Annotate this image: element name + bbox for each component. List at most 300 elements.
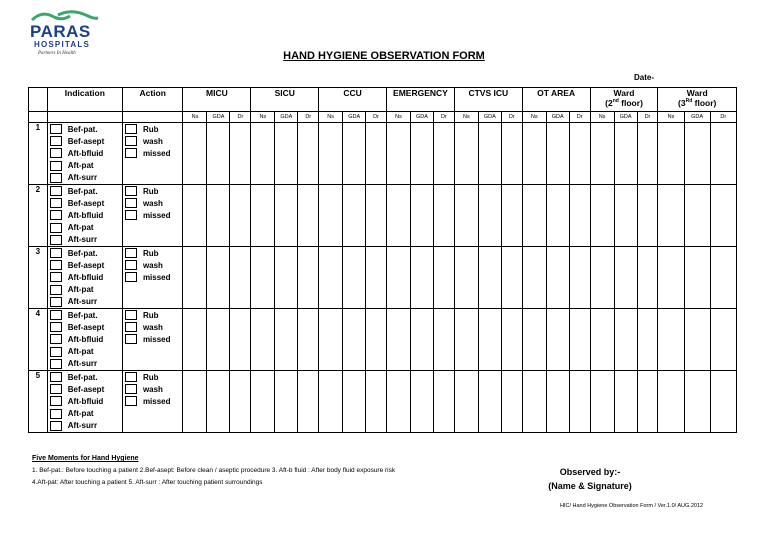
- action-label: wash: [142, 384, 163, 394]
- indication-option: [48, 333, 122, 345]
- indication-checkbox[interactable]: [50, 297, 62, 307]
- observation-cell[interactable]: [183, 123, 207, 185]
- observation-cell[interactable]: [251, 371, 275, 433]
- action-label: missed: [142, 272, 171, 282]
- observation-cell[interactable]: [411, 371, 434, 433]
- staff-subheader: Ns: [319, 112, 343, 123]
- observation-cell[interactable]: [569, 371, 590, 433]
- indication-checkbox[interactable]: [50, 186, 62, 196]
- indication-option: [48, 371, 122, 383]
- observation-cell[interactable]: [569, 247, 590, 309]
- row-number: 1: [29, 123, 48, 185]
- indication-label: Aft-surr: [67, 297, 98, 307]
- observation-cell[interactable]: [522, 185, 546, 247]
- staff-subheader: Dr: [637, 112, 658, 123]
- unit-name: MICU: [206, 88, 228, 98]
- indication-checkbox[interactable]: [50, 248, 62, 258]
- indication-option: [48, 420, 122, 432]
- row-number: 3: [29, 247, 48, 309]
- indication-checkbox[interactable]: [50, 359, 62, 369]
- observation-cell[interactable]: [387, 185, 411, 247]
- action-label: wash: [142, 198, 163, 208]
- indication-label: Aft-pat: [67, 347, 94, 357]
- unit-name: SICU: [274, 88, 295, 98]
- indication-cell: [47, 309, 122, 371]
- observation-cell[interactable]: [183, 185, 207, 247]
- observation-cell[interactable]: [590, 185, 614, 247]
- observation-cell[interactable]: [684, 123, 710, 185]
- indication-label: Bef-asept: [67, 136, 105, 146]
- indication-label: Bef-asept: [67, 384, 105, 394]
- name-signature-label: (Name & Signature): [548, 481, 632, 491]
- staff-subheader: GDA: [207, 112, 230, 123]
- logo-name: PARAS: [30, 22, 91, 41]
- action-option: [123, 309, 183, 321]
- action-checkbox[interactable]: [125, 148, 137, 158]
- indication-cell: [47, 247, 122, 309]
- observation-cell[interactable]: [658, 123, 684, 185]
- unit-name: Ward: [686, 88, 708, 98]
- observation-cell[interactable]: [546, 123, 569, 185]
- observation-cell[interactable]: [319, 247, 343, 309]
- indication-label: Bef-asept: [67, 198, 105, 208]
- unit-header: [658, 88, 737, 112]
- indication-checkbox[interactable]: [50, 136, 62, 146]
- staff-subheader: GDA: [478, 112, 501, 123]
- table-row: [29, 123, 737, 185]
- indication-cell: [47, 185, 122, 247]
- observation-cell[interactable]: [343, 309, 366, 371]
- indication-option: [48, 408, 122, 420]
- observation-cell[interactable]: [298, 185, 319, 247]
- observation-cell[interactable]: [658, 185, 684, 247]
- indication-label: Bef-pat.: [67, 248, 98, 258]
- row-number: 4: [29, 309, 48, 371]
- indication-option: [48, 395, 122, 407]
- action-checkbox[interactable]: [125, 248, 137, 258]
- indication-checkbox[interactable]: [50, 260, 62, 270]
- action-option: [123, 395, 183, 407]
- indication-checkbox[interactable]: [50, 223, 62, 233]
- action-checkbox[interactable]: [125, 272, 137, 282]
- staff-subheader: Dr: [298, 112, 319, 123]
- observation-cell[interactable]: [251, 309, 275, 371]
- action-option: [123, 271, 183, 283]
- action-cell: [122, 185, 183, 247]
- staff-subheader: Ns: [387, 112, 411, 123]
- table-row: [29, 371, 737, 433]
- observation-cell[interactable]: [614, 247, 637, 309]
- action-checkbox[interactable]: [125, 396, 137, 406]
- observation-cell[interactable]: [343, 371, 366, 433]
- observation-cell[interactable]: [637, 185, 658, 247]
- unit-header: [183, 88, 251, 112]
- unit-header: [319, 88, 387, 112]
- indication-option: [48, 135, 122, 147]
- staff-subheader: Ns: [590, 112, 614, 123]
- observation-cell[interactable]: [275, 247, 298, 309]
- indication-checkbox[interactable]: [50, 409, 62, 419]
- observation-cell[interactable]: [411, 247, 434, 309]
- action-option: [123, 209, 183, 221]
- five-moments-line-1: 1. Bef-pat.: Before touching a patient 2.Bef-asept: Before clean / aseptic procedure 3. Aft-b fluid : After body fluid exposure risk: [32, 467, 396, 474]
- action-option: [123, 321, 183, 333]
- action-checkbox[interactable]: [125, 136, 137, 146]
- observed-by-block: [540, 467, 640, 491]
- indication-option: [48, 185, 122, 197]
- indication-label: Bef-pat.: [67, 186, 98, 196]
- observation-cell[interactable]: [637, 123, 658, 185]
- observation-cell[interactable]: [684, 247, 710, 309]
- indication-option: [48, 222, 122, 234]
- observation-cell[interactable]: [207, 309, 230, 371]
- five-moments-legend: [32, 455, 395, 491]
- observation-cell[interactable]: [614, 123, 637, 185]
- unit-floor: (2nd floor): [605, 98, 643, 108]
- logo-tagline: Partners In Health: [38, 51, 76, 56]
- action-checkbox[interactable]: [125, 124, 137, 134]
- action-label: Rub: [142, 248, 159, 258]
- observation-cell[interactable]: [207, 371, 230, 433]
- staff-subheader: Dr: [230, 112, 251, 123]
- action-checkbox[interactable]: [125, 310, 137, 320]
- observation-cell[interactable]: [366, 371, 387, 433]
- indication-label: Bef-pat.: [67, 310, 98, 320]
- observation-cell[interactable]: [546, 309, 569, 371]
- indication-option: [48, 172, 122, 184]
- table-row: [29, 185, 737, 247]
- observation-cell[interactable]: [230, 309, 251, 371]
- observation-cell[interactable]: [546, 247, 569, 309]
- observation-cell[interactable]: [637, 371, 658, 433]
- indication-label: Aft-bfluid: [67, 272, 104, 282]
- indication-checkbox[interactable]: [50, 384, 62, 394]
- action-label: Rub: [142, 124, 159, 134]
- indication-option: [48, 147, 122, 159]
- unit-header: [522, 88, 590, 112]
- observation-cell[interactable]: [454, 247, 478, 309]
- observation-cell[interactable]: [614, 185, 637, 247]
- five-moments-line-2: 4.Aft-pat: After touching a patient 5. Aft-surr : After touching patient surroundings: [32, 479, 263, 486]
- indication-checkbox[interactable]: [50, 334, 62, 344]
- indication-option: [48, 234, 122, 246]
- observation-cell[interactable]: [366, 247, 387, 309]
- observation-cell[interactable]: [501, 185, 522, 247]
- observation-table: [28, 87, 737, 433]
- observation-cell[interactable]: [522, 309, 546, 371]
- action-option: [123, 247, 183, 259]
- action-checkbox[interactable]: [125, 384, 137, 394]
- num-header: [29, 88, 48, 112]
- observation-cell[interactable]: [207, 185, 230, 247]
- indication-label: Bef-asept: [67, 322, 105, 332]
- indication-option: [48, 358, 122, 370]
- observation-cell[interactable]: [522, 123, 546, 185]
- observation-cell[interactable]: [637, 247, 658, 309]
- observation-cell[interactable]: [183, 309, 207, 371]
- action-label: missed: [142, 334, 171, 344]
- indication-header: Indication: [47, 88, 122, 112]
- observation-cell[interactable]: [478, 371, 501, 433]
- observation-cell[interactable]: [298, 123, 319, 185]
- observation-cell[interactable]: [501, 247, 522, 309]
- observation-cell[interactable]: [230, 371, 251, 433]
- action-checkbox[interactable]: [125, 322, 137, 332]
- observation-cell[interactable]: [275, 309, 298, 371]
- observation-cell[interactable]: [207, 247, 230, 309]
- action-option: [123, 371, 183, 383]
- staff-subheader: GDA: [614, 112, 637, 123]
- observation-cell[interactable]: [501, 309, 522, 371]
- observation-cell[interactable]: [454, 123, 478, 185]
- unit-header: [454, 88, 522, 112]
- action-cell: [122, 247, 183, 309]
- observation-cell[interactable]: [319, 371, 343, 433]
- indication-label: Aft-bfluid: [67, 210, 104, 220]
- action-option: [123, 123, 183, 135]
- observation-cell[interactable]: [569, 123, 590, 185]
- indication-checkbox[interactable]: [50, 285, 62, 295]
- action-option: [123, 135, 183, 147]
- indication-checkbox[interactable]: [50, 235, 62, 245]
- observation-cell[interactable]: [251, 185, 275, 247]
- observation-cell[interactable]: [411, 309, 434, 371]
- observation-cell[interactable]: [251, 247, 275, 309]
- indication-checkbox[interactable]: [50, 210, 62, 220]
- indication-option: [48, 197, 122, 209]
- action-option: [123, 185, 183, 197]
- observation-cell[interactable]: [454, 371, 478, 433]
- indication-label: Aft-surr: [67, 235, 98, 245]
- observation-cell[interactable]: [343, 185, 366, 247]
- observation-cell[interactable]: [546, 371, 569, 433]
- unit-name: EMERGENCY: [393, 88, 448, 98]
- staff-subheader: Ns: [251, 112, 275, 123]
- indication-checkbox[interactable]: [50, 161, 62, 171]
- unit-name: CTVS ICU: [468, 88, 509, 98]
- observation-cell[interactable]: [710, 309, 736, 371]
- observation-cell[interactable]: [546, 185, 569, 247]
- action-label: wash: [142, 260, 163, 270]
- staff-subheader: Dr: [569, 112, 590, 123]
- indication-label: Aft-pat: [67, 161, 94, 171]
- observation-cell[interactable]: [366, 185, 387, 247]
- action-label: wash: [142, 136, 163, 146]
- observation-cell[interactable]: [454, 309, 478, 371]
- staff-subheader: GDA: [684, 112, 710, 123]
- indication-checkbox[interactable]: [50, 198, 62, 208]
- observation-cell[interactable]: [230, 247, 251, 309]
- observation-cell[interactable]: [433, 371, 454, 433]
- indication-label: Aft-pat: [67, 409, 94, 419]
- indication-option: [48, 123, 122, 135]
- staff-subheader: GDA: [343, 112, 366, 123]
- observation-cell[interactable]: [387, 123, 411, 185]
- observation-cell[interactable]: [501, 371, 522, 433]
- action-checkbox[interactable]: [125, 334, 137, 344]
- action-label: missed: [142, 396, 171, 406]
- staff-subheader: Ns: [183, 112, 207, 123]
- observation-cell[interactable]: [590, 309, 614, 371]
- observation-cell[interactable]: [478, 247, 501, 309]
- observation-cell[interactable]: [183, 247, 207, 309]
- indication-option: [48, 271, 122, 283]
- observation-cell[interactable]: [590, 123, 614, 185]
- action-cell: [122, 309, 183, 371]
- unit-name: CCU: [343, 88, 362, 98]
- indication-option: [48, 284, 122, 296]
- observation-cell[interactable]: [684, 309, 710, 371]
- indication-cell: [47, 123, 122, 185]
- staff-subheader: Dr: [710, 112, 736, 123]
- indication-label: Bef-pat.: [67, 124, 98, 134]
- action-label: wash: [142, 322, 163, 332]
- action-checkbox[interactable]: [125, 372, 137, 382]
- observation-cell[interactable]: [230, 123, 251, 185]
- observation-cell[interactable]: [230, 185, 251, 247]
- unit-header: [590, 88, 658, 112]
- indication-option: [48, 296, 122, 308]
- observation-cell[interactable]: [207, 123, 230, 185]
- observation-cell[interactable]: [366, 123, 387, 185]
- indication-checkbox[interactable]: [50, 421, 62, 431]
- observation-cell[interactable]: [387, 309, 411, 371]
- observation-cell[interactable]: [658, 247, 684, 309]
- observation-cell[interactable]: [710, 247, 736, 309]
- row-number: 5: [29, 371, 48, 433]
- observation-cell[interactable]: [433, 247, 454, 309]
- action-option: [123, 259, 183, 271]
- observation-cell[interactable]: [433, 309, 454, 371]
- action-label: missed: [142, 210, 171, 220]
- observation-cell[interactable]: [478, 309, 501, 371]
- observation-cell[interactable]: [614, 371, 637, 433]
- date-label: Date-: [634, 73, 655, 82]
- observation-cell[interactable]: [478, 185, 501, 247]
- observation-cell[interactable]: [275, 371, 298, 433]
- unit-header: [251, 88, 319, 112]
- indication-checkbox[interactable]: [50, 396, 62, 406]
- indication-option: [48, 309, 122, 321]
- observation-cell[interactable]: [522, 371, 546, 433]
- table-row: [29, 309, 737, 371]
- action-option: [123, 333, 183, 345]
- observation-cell[interactable]: [275, 185, 298, 247]
- observation-cell[interactable]: [454, 185, 478, 247]
- action-checkbox[interactable]: [125, 186, 137, 196]
- indication-label: Bef-asept: [67, 260, 105, 270]
- action-label: Rub: [142, 372, 159, 382]
- unit-header: [387, 88, 455, 112]
- indication-checkbox[interactable]: [50, 148, 62, 158]
- indication-option: [48, 383, 122, 395]
- observation-cell[interactable]: [590, 371, 614, 433]
- observed-by-label: Observed by:-: [559, 467, 621, 477]
- observation-cell[interactable]: [569, 309, 590, 371]
- observation-cell[interactable]: [614, 309, 637, 371]
- indication-checkbox[interactable]: [50, 347, 62, 357]
- indication-label: Aft-surr: [67, 173, 98, 183]
- observation-cell[interactable]: [433, 123, 454, 185]
- action-label: Rub: [142, 186, 159, 196]
- action-option: [123, 197, 183, 209]
- observation-cell[interactable]: [319, 123, 343, 185]
- five-moments-title: Five Moments for Hand Hygiene: [32, 455, 139, 462]
- staff-subheader: GDA: [275, 112, 298, 123]
- observation-cell[interactable]: [343, 247, 366, 309]
- indication-checkbox[interactable]: [50, 310, 62, 320]
- observation-cell[interactable]: [343, 123, 366, 185]
- observation-cell[interactable]: [710, 185, 736, 247]
- footer-reference: HIC/ Hand Hygiene Observation Form / Ver.1.0/ AUG.2012: [560, 503, 704, 509]
- observation-cell[interactable]: [298, 309, 319, 371]
- action-checkbox[interactable]: [125, 210, 137, 220]
- action-cell: [122, 371, 183, 433]
- action-label: Rub: [142, 310, 159, 320]
- observation-cell[interactable]: [319, 309, 343, 371]
- observation-cell[interactable]: [387, 247, 411, 309]
- observation-cell[interactable]: [522, 247, 546, 309]
- staff-subheader: Ns: [522, 112, 546, 123]
- observation-cell[interactable]: [298, 247, 319, 309]
- observation-cell[interactable]: [183, 371, 207, 433]
- observation-cell[interactable]: [684, 371, 710, 433]
- observation-cell[interactable]: [411, 185, 434, 247]
- indication-checkbox[interactable]: [50, 173, 62, 183]
- indication-checkbox[interactable]: [50, 322, 62, 332]
- observation-cell[interactable]: [710, 123, 736, 185]
- observation-cell[interactable]: [411, 123, 434, 185]
- observation-cell[interactable]: [684, 185, 710, 247]
- observation-cell[interactable]: [569, 185, 590, 247]
- action-cell: [122, 123, 183, 185]
- indication-checkbox[interactable]: [50, 124, 62, 134]
- observation-cell[interactable]: [637, 309, 658, 371]
- indication-option: [48, 209, 122, 221]
- indication-label: Aft-pat: [67, 285, 94, 295]
- table-header-row: [29, 88, 737, 112]
- staff-subheader: Dr: [433, 112, 454, 123]
- action-checkbox[interactable]: [125, 260, 137, 270]
- unit-floor: (3Rd floor): [678, 98, 717, 108]
- observation-cell[interactable]: [319, 185, 343, 247]
- action-checkbox[interactable]: [125, 198, 137, 208]
- indication-label: Aft-pat: [67, 223, 94, 233]
- observation-cell[interactable]: [366, 309, 387, 371]
- indication-label: Bef-pat.: [67, 372, 98, 382]
- observation-cell[interactable]: [387, 371, 411, 433]
- staff-subheader: GDA: [546, 112, 569, 123]
- indication-label: Aft-bfluid: [67, 148, 104, 158]
- observation-cell[interactable]: [590, 247, 614, 309]
- indication-label: Aft-bfluid: [67, 396, 104, 406]
- row-number: 2: [29, 185, 48, 247]
- observation-cell[interactable]: [251, 123, 275, 185]
- action-option: [123, 147, 183, 159]
- observation-cell[interactable]: [433, 185, 454, 247]
- observation-cell[interactable]: [478, 123, 501, 185]
- indication-checkbox[interactable]: [50, 272, 62, 282]
- observation-cell[interactable]: [658, 371, 684, 433]
- indication-label: Aft-surr: [67, 359, 98, 369]
- observation-cell[interactable]: [298, 371, 319, 433]
- observation-cell[interactable]: [501, 123, 522, 185]
- indication-option: [48, 346, 122, 358]
- indication-checkbox[interactable]: [50, 372, 62, 382]
- observation-cell[interactable]: [710, 371, 736, 433]
- observation-cell[interactable]: [275, 123, 298, 185]
- observation-cell[interactable]: [658, 309, 684, 371]
